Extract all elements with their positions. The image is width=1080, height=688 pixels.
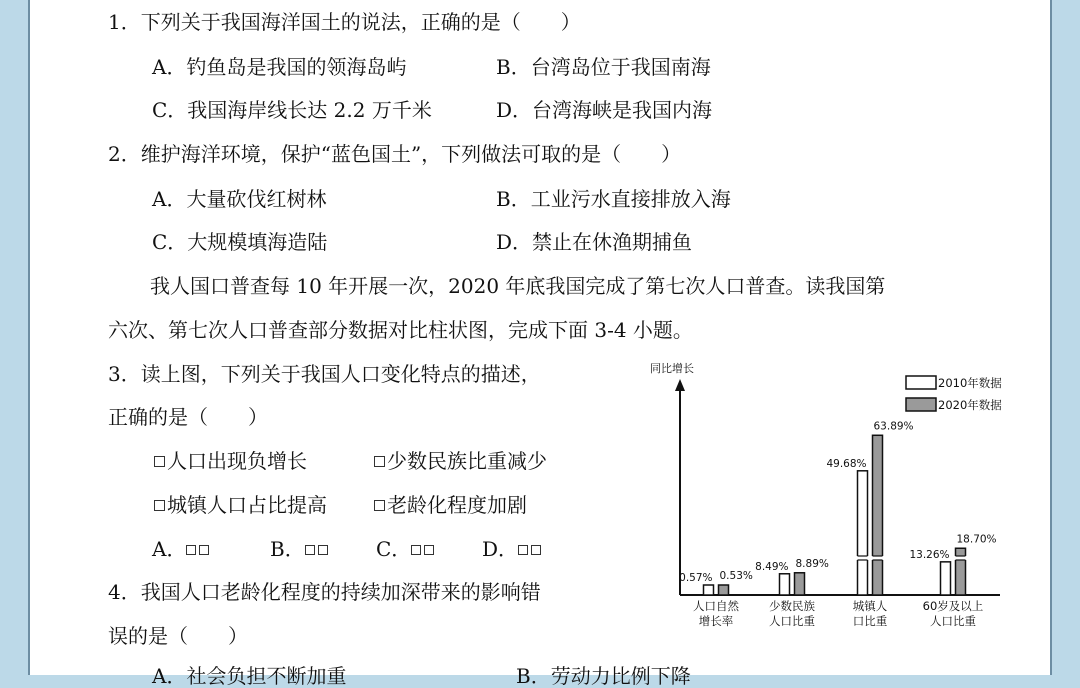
bar bbox=[719, 585, 729, 595]
q4-stem-line-2: 误的是（ ） bbox=[108, 624, 248, 648]
q3-stem-line-2: 正确的是（ ） bbox=[108, 405, 268, 429]
q1-option-c[interactable]: C．我国海岸线长达 2.2 万千米 bbox=[152, 98, 432, 122]
statement-marker-icon bbox=[374, 500, 385, 511]
statement-marker-icon bbox=[374, 456, 385, 467]
q2-stem: 2．维护海洋环境，保护“蓝色国土”，下列做法可取的是（ ） bbox=[108, 142, 682, 166]
bar bbox=[858, 471, 868, 595]
y-axis-arrow-icon bbox=[675, 379, 685, 391]
q3-option-d[interactable]: D． bbox=[482, 537, 544, 561]
bar bbox=[704, 585, 714, 595]
q3-statement-3: 城镇人口占比提高 bbox=[154, 493, 327, 517]
q1-stem: 1．下列关于我国海洋国土的说法，正确的是（ ） bbox=[108, 10, 581, 34]
data-label: 18.70% bbox=[956, 533, 997, 546]
q4-option-b[interactable]: B．劳动力比例下降 bbox=[516, 664, 691, 688]
category-label: 60岁及以上 bbox=[922, 599, 984, 613]
legend-swatch bbox=[906, 398, 936, 411]
data-label: 49.68% bbox=[826, 457, 867, 470]
bar bbox=[780, 574, 790, 595]
statement-marker-icon bbox=[318, 545, 328, 555]
bar bbox=[956, 548, 966, 595]
statement-marker-icon bbox=[518, 545, 528, 555]
q1-option-a[interactable]: A．钓鱼岛是我国的领海岛屿 bbox=[152, 55, 407, 79]
bar bbox=[795, 573, 805, 595]
q3-option-a[interactable]: A． bbox=[152, 537, 212, 561]
statement-marker-icon bbox=[531, 545, 541, 555]
q3-option-b[interactable]: B． bbox=[270, 537, 331, 561]
exam-page bbox=[28, 0, 1052, 688]
q4-option-a[interactable]: A．社会负担不断加重 bbox=[152, 664, 347, 688]
population-census-bar-chart bbox=[642, 355, 1014, 645]
y-axis-label: 同比增长 bbox=[650, 362, 694, 375]
passage-line-1: 我人国口普查每 10 年开展一次，2020 年底我国完成了第七次人口普查。读我国第 bbox=[150, 274, 886, 298]
bar bbox=[941, 562, 951, 595]
category-label: 城镇人 bbox=[852, 599, 888, 613]
legend-swatch bbox=[906, 376, 936, 389]
q4-stem-line-1: 4．我国人口老龄化程度的持续加深带来的影响错 bbox=[108, 580, 541, 604]
q1-option-d[interactable]: D．台湾海峡是我国内海 bbox=[496, 98, 713, 122]
data-label: 8.49% bbox=[755, 560, 789, 573]
data-label: 0.53% bbox=[719, 570, 753, 582]
q3-stem-line-1: 3．读上图，下列关于我国人口变化特点的描述， bbox=[108, 362, 541, 386]
category-label: 口比重 bbox=[852, 614, 888, 628]
q2-option-d[interactable]: D．禁止在休渔期捕鱼 bbox=[496, 230, 693, 254]
statement-marker-icon bbox=[424, 545, 434, 555]
category-label: 人口自然 bbox=[693, 599, 739, 613]
category-label: 人口比重 bbox=[769, 614, 815, 628]
category-label: 增长率 bbox=[698, 614, 734, 628]
category-label: 人口比重 bbox=[930, 614, 976, 628]
data-label: 63.89% bbox=[873, 420, 914, 433]
data-label: 13.26% bbox=[909, 548, 950, 561]
q2-option-b[interactable]: B．工业污水直接排放入海 bbox=[496, 187, 731, 211]
q3-statement-4: 老龄化程度加剧 bbox=[374, 493, 527, 517]
legend-entry: 2020年数据 bbox=[938, 398, 1002, 412]
passage-line-2: 六次、第七次人口普查部分数据对比柱状图，完成下面 3-4 小题。 bbox=[108, 318, 693, 342]
q3-statement-2: 少数民族比重减少 bbox=[374, 449, 547, 473]
legend-entry: 2010年数据 bbox=[938, 376, 1002, 390]
q1-option-b[interactable]: B．台湾岛位于我国南海 bbox=[496, 55, 711, 79]
data-label: 0.57% bbox=[679, 572, 713, 584]
statement-marker-icon bbox=[154, 500, 165, 511]
q3-option-c[interactable]: C． bbox=[376, 537, 437, 561]
statement-marker-icon bbox=[411, 545, 421, 555]
statement-marker-icon bbox=[186, 545, 196, 555]
bar bbox=[873, 435, 883, 595]
statement-marker-icon bbox=[305, 545, 315, 555]
statement-marker-icon bbox=[154, 456, 165, 467]
q2-option-c[interactable]: C．大规模填海造陆 bbox=[152, 230, 328, 254]
category-label: 少数民族 bbox=[769, 599, 815, 613]
q2-option-a[interactable]: A．大量砍伐红树林 bbox=[152, 187, 327, 211]
q3-statement-1: 人口出现负增长 bbox=[154, 449, 307, 473]
statement-marker-icon bbox=[199, 545, 209, 555]
data-label: 8.89% bbox=[795, 557, 829, 570]
